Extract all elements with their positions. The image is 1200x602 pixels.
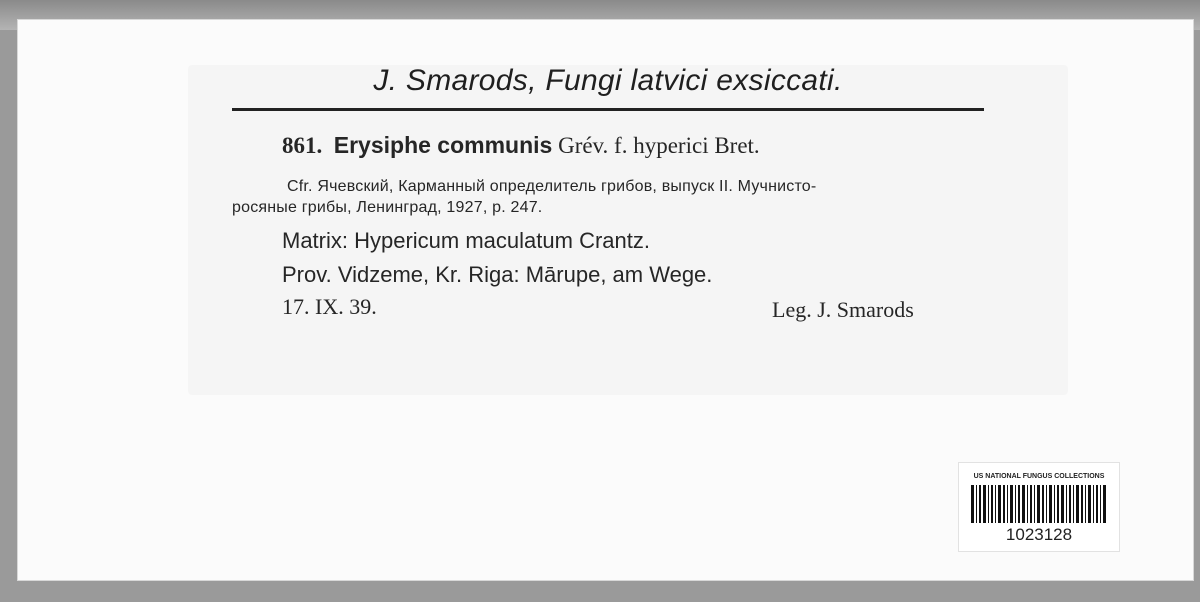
collector-line: Leg. J. Smarods (772, 297, 914, 322)
reference-line-1: Cfr. Ячевский, Карманный определитель грибов, выпуск II. Мучнисто- (287, 178, 817, 195)
barcode-icon (971, 485, 1107, 523)
title-underline (232, 108, 984, 111)
matrix-line: Matrix: Hypericum maculatum Crantz. (282, 228, 650, 253)
locality-line: Prov. Vidzeme, Kr. Riga: Mārupe, am Wege. (282, 262, 713, 287)
barcode-header: US NATIONAL FUNGUS COLLECTIONS (973, 473, 1105, 480)
specimen-number: 861. (282, 133, 323, 158)
species-authority: Grév. f. hyperici Bret. (558, 133, 760, 158)
barcode-label (958, 462, 1120, 552)
barcode-number: 1023128 (1005, 525, 1073, 544)
collection-date: 17. IX. 39. (282, 294, 377, 319)
specimen-name-line (282, 132, 760, 159)
collection-title: J. Smarods, Fungi latvici exsiccati. (373, 64, 843, 97)
reference-line-2: росяные грибы, Ленинград, 1927, p. 247. (232, 199, 543, 216)
species-name: Erysiphe communis (333, 132, 553, 158)
